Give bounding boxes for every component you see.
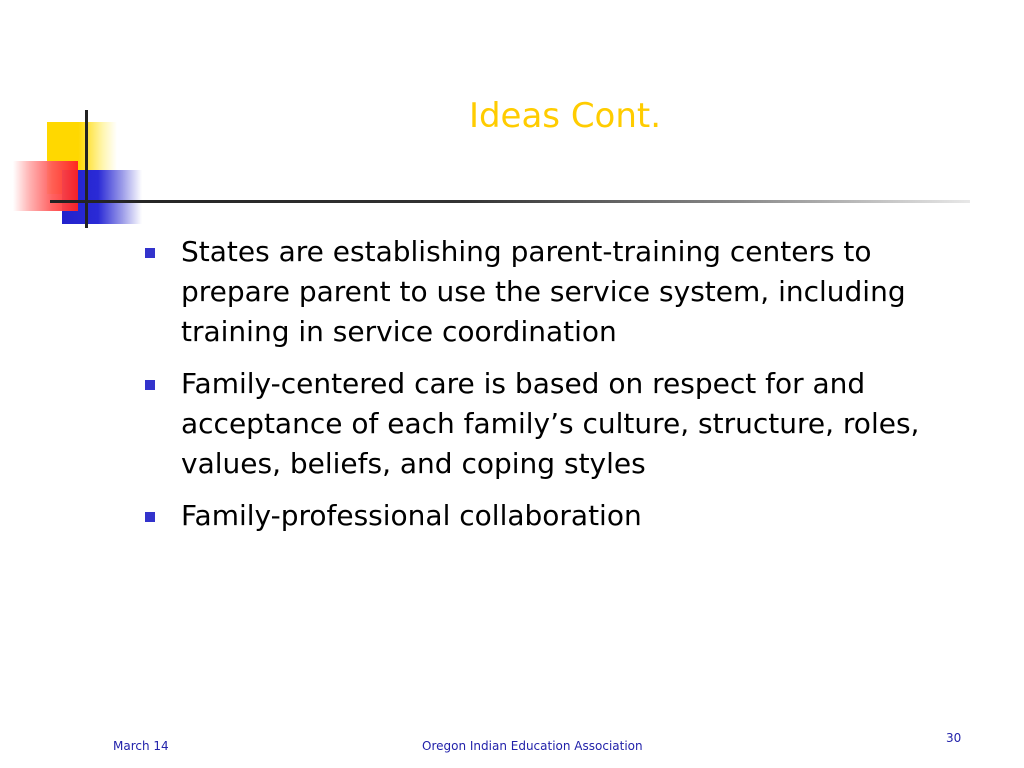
square-bullet-icon xyxy=(145,248,155,258)
footer-organization: Oregon Indian Education Association xyxy=(422,739,643,753)
square-bullet-icon xyxy=(145,512,155,522)
square-bullet-icon xyxy=(145,380,155,390)
bullet-text: Family-professional collaboration xyxy=(181,499,642,532)
bullet-item xyxy=(145,364,985,484)
slide-title: Ideas Cont. xyxy=(468,96,662,136)
bullet-list xyxy=(145,232,985,548)
footer-date: March 14 xyxy=(113,739,169,753)
title-divider-line xyxy=(50,200,970,203)
bullet-text: States are establishing parent-training centers to prepare parent to use the service system, including training in service coordination xyxy=(181,235,906,348)
bullet-text: Family-centered care is based on respect for and acceptance of each family’s culture, structure, roles, values, beliefs, and coping styles xyxy=(181,367,920,480)
page-number: 30 xyxy=(946,731,962,745)
bullet-item xyxy=(145,232,985,352)
bullet-item xyxy=(145,496,985,536)
decorative-red-square xyxy=(13,161,78,211)
decorative-vertical-line xyxy=(85,110,88,228)
